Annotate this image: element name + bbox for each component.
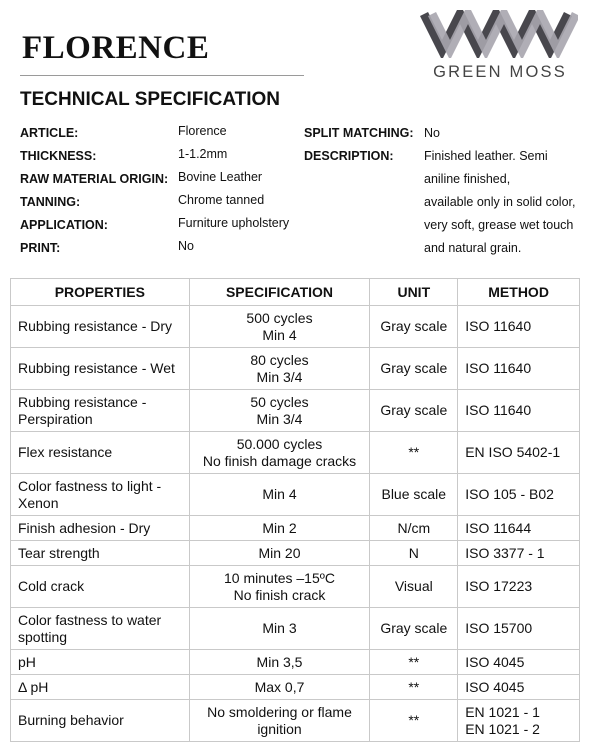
table-header-row — [11, 279, 580, 306]
spec-value-print: No — [178, 239, 194, 253]
spec-label-application: APPLICATION: — [20, 218, 108, 232]
cell-property-line: Color fastness to water — [18, 611, 162, 628]
spec-label-article: ARTICLE: — [20, 126, 79, 140]
cell-method-line: ISO 4045 — [465, 653, 525, 670]
cell-property-line: Δ pH — [18, 678, 49, 695]
cell-property — [11, 306, 190, 348]
cell-unit: N/cm — [370, 516, 458, 541]
cell-property-line: Xenon — [18, 494, 59, 511]
table-body — [11, 306, 580, 742]
cell-property — [11, 516, 190, 541]
cell-property — [11, 541, 190, 566]
cell-specification-line: 10 minutes –15ºC — [224, 569, 335, 586]
brand-name: GREEN MOSS — [433, 63, 567, 81]
cell-property — [11, 390, 190, 432]
cell-specification-line: ignition — [257, 720, 302, 737]
spec-values-left — [178, 120, 289, 258]
cell-method — [458, 474, 580, 516]
cell-specification-line: Min 2 — [262, 519, 297, 536]
cell-specification-line: Min 3/4 — [256, 410, 303, 427]
cell-specification-line: 50.000 cycles — [236, 435, 323, 452]
cell-property — [11, 650, 190, 675]
logo-mark-icon — [420, 10, 578, 58]
cell-specification-line: No finish damage cracks — [202, 452, 357, 469]
cell-property-line: pH — [18, 653, 36, 670]
cell-specification — [189, 650, 370, 675]
cell-property — [11, 566, 190, 608]
spec-value-tanning: Chrome tanned — [178, 193, 265, 207]
header-unit: UNIT — [370, 279, 458, 306]
cell-unit: Gray scale — [370, 608, 458, 650]
cell-method — [458, 348, 580, 390]
description-line: aniline finished, — [424, 172, 511, 186]
spec-labels-left — [20, 122, 168, 260]
cell-unit: Visual — [370, 566, 458, 608]
cell-method-line: ISO 15700 — [465, 620, 533, 636]
cell-specification-line: 50 cycles — [250, 393, 309, 410]
cell-specification — [189, 516, 370, 541]
cell-specification — [189, 432, 370, 474]
product-title: FLORENCE — [22, 30, 210, 66]
cell-method-line: EN 1021 - 2 — [465, 720, 540, 737]
cell-method — [458, 608, 580, 650]
cell-method — [458, 675, 580, 700]
spec-value-application: Furniture upholstery — [178, 216, 290, 230]
table-row — [11, 566, 580, 608]
cell-method-line: ISO 11644 — [465, 519, 532, 536]
cell-property-line: Finish adhesion - Dry — [18, 519, 151, 536]
header-properties: PROPERTIES — [11, 279, 190, 306]
spec-label-split-matching: SPLIT MATCHING: — [304, 126, 414, 140]
table-row — [11, 541, 580, 566]
cell-specification-line: Min 4 — [262, 486, 297, 502]
cell-property — [11, 700, 190, 742]
cell-method — [458, 432, 580, 474]
cell-unit: Gray scale — [370, 306, 458, 348]
cell-method — [458, 306, 580, 348]
description-line: very soft, grease wet touch — [424, 218, 574, 232]
cell-unit: Blue scale — [370, 474, 458, 516]
cell-method-line: ISO 11640 — [465, 360, 532, 376]
cell-method-line: EN ISO 5402-1 — [465, 444, 561, 460]
header-specification: SPECIFICATION — [189, 279, 370, 306]
cell-method-line: ISO 11640 — [465, 318, 532, 334]
cell-unit: ** — [370, 650, 458, 675]
cell-property-line: Perspiration — [18, 410, 93, 427]
cell-property — [11, 432, 190, 474]
table-row — [11, 306, 580, 348]
cell-property-line: Color fastness to light - — [18, 477, 162, 494]
spec-label-raw-material: RAW MATERIAL ORIGIN: — [20, 172, 169, 186]
cell-property — [11, 608, 190, 650]
cell-property-line: Burning behavior — [18, 712, 124, 728]
cell-method — [458, 566, 580, 608]
cell-specification-line: Min 4 — [262, 326, 297, 343]
spec-value-article: Florence — [178, 124, 227, 138]
cell-method-line: ISO 17223 — [465, 578, 533, 594]
spec-values-right — [424, 122, 575, 260]
document-subtitle: TECHNICAL SPECIFICATION — [20, 89, 281, 110]
cell-specification-line: 80 cycles — [250, 351, 309, 368]
cell-property — [11, 675, 190, 700]
cell-method-line: EN 1021 - 1 — [465, 703, 540, 720]
cell-unit: N — [370, 541, 458, 566]
table-row — [11, 608, 580, 650]
cell-specification — [189, 474, 370, 516]
table-row — [11, 474, 580, 516]
spec-value-thickness: 1-1.2mm — [178, 147, 228, 161]
spec-value-raw-material: Bovine Leather — [178, 170, 263, 184]
cell-unit: ** — [370, 432, 458, 474]
cell-specification-line: No smoldering or flame — [207, 703, 352, 720]
cell-unit: ** — [370, 700, 458, 742]
cell-specification-line: 500 cycles — [246, 309, 313, 326]
description-line: available only in solid color, — [424, 195, 576, 209]
spec-label-tanning: TANNING: — [20, 195, 81, 209]
cell-property-line: Cold crack — [18, 578, 85, 594]
spec-label-description: DESCRIPTION: — [304, 149, 394, 163]
table-row — [11, 675, 580, 700]
cell-unit: Gray scale — [370, 348, 458, 390]
cell-method — [458, 700, 580, 742]
spec-labels-right — [304, 122, 413, 168]
header-method: METHOD — [458, 279, 580, 306]
cell-specification-line: Min 3,5 — [256, 653, 303, 670]
cell-specification-line: No finish crack — [233, 586, 326, 603]
cell-property — [11, 348, 190, 390]
cell-property-line: Flex resistance — [18, 444, 113, 460]
cell-specification — [189, 390, 370, 432]
cell-property-line: Rubbing resistance - Dry — [18, 318, 173, 334]
description-line: and natural grain. — [424, 241, 522, 255]
properties-table — [10, 278, 580, 742]
spec-value-split-matching: No — [424, 126, 440, 140]
cell-specification — [189, 348, 370, 390]
cell-method — [458, 541, 580, 566]
cell-method-line: ISO 4045 — [465, 678, 525, 695]
cell-method-line: ISO 3377 - 1 — [465, 544, 545, 561]
table-row — [11, 432, 580, 474]
cell-specification-line: Min 3/4 — [256, 368, 303, 385]
cell-specification — [189, 700, 370, 742]
cell-specification-line: Max 0,7 — [254, 678, 305, 695]
cell-specification — [189, 566, 370, 608]
cell-method-line: ISO 105 - B02 — [465, 486, 554, 502]
cell-method — [458, 516, 580, 541]
table-row — [11, 650, 580, 675]
cell-specification — [189, 541, 370, 566]
cell-property — [11, 474, 190, 516]
cell-specification-line: Min 3 — [262, 620, 297, 636]
cell-specification — [189, 306, 370, 348]
cell-property-line: Rubbing resistance - — [18, 393, 147, 410]
table-row — [11, 516, 580, 541]
cell-property-line: spotting — [18, 628, 68, 645]
spec-label-thickness: THICKNESS: — [20, 149, 97, 163]
title-divider — [20, 75, 304, 76]
cell-specification-line: Min 20 — [258, 544, 301, 561]
cell-method — [458, 390, 580, 432]
cell-method — [458, 650, 580, 675]
cell-specification — [189, 675, 370, 700]
description-line: Finished leather. Semi — [424, 149, 548, 163]
cell-unit: ** — [370, 675, 458, 700]
cell-method-line: ISO 11640 — [465, 402, 532, 418]
spec-label-print: PRINT: — [20, 241, 61, 255]
cell-property-line: Tear strength — [18, 544, 100, 561]
cell-specification — [189, 608, 370, 650]
cell-property-line: Rubbing resistance - Wet — [18, 360, 175, 376]
table-row — [11, 700, 580, 742]
cell-unit: Gray scale — [370, 390, 458, 432]
table-row — [11, 348, 580, 390]
table-row — [11, 390, 580, 432]
